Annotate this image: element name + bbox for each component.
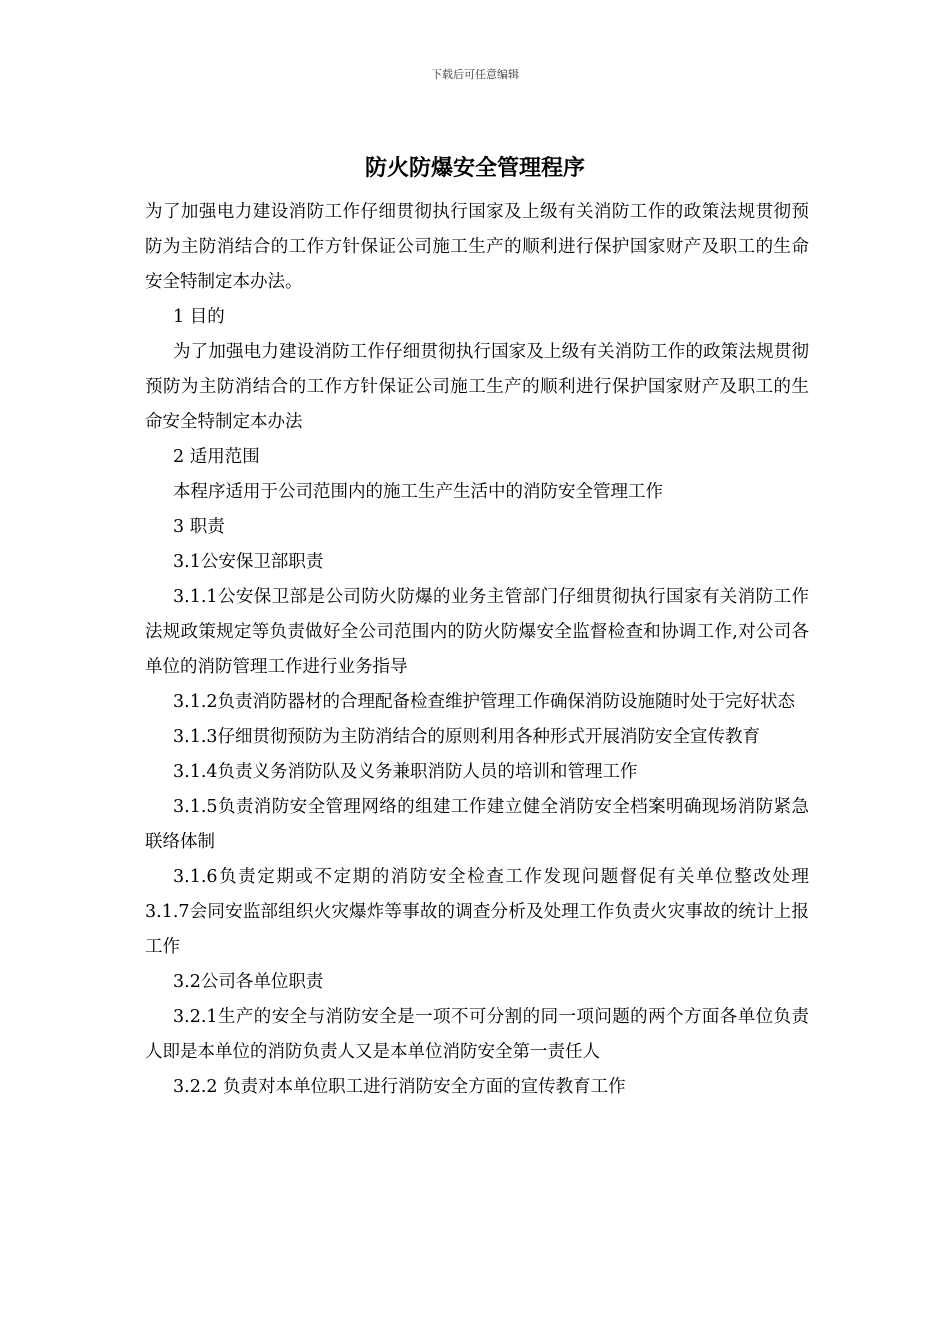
document-body [145,195,809,1105]
scope-paragraph: 本程序适用于公司范围内的施工生产生活中的消防安全管理工作 [173,482,663,502]
intro-paragraph: 为了加强电力建设消防工作仔细贯彻执行国家及上级有关消防工作的政策法规贯彻预防为主防消结合的工作方针保证公司施工生产的顺利进行保护国家财产及职工的生命安全特制定本办法。 [145,202,809,292]
section-heading-duties: 3 职责 [173,517,225,537]
section-heading-purpose: 1 目的 [173,307,225,327]
clause-3-2-2: 3.2.2 负责对本单位职工进行消防安全方面的宣传教育工作 [173,1077,626,1097]
clause-3-2-1: 3.2.1生产的安全与消防安全是一项不可分割的同一项问题的两个方面各单位负责人即是本单位的消防负责人又是本单位消防安全第一责任人 [145,1007,809,1062]
header-note: 下载后可任意编辑 [431,68,519,81]
subsection-heading-units: 3.2公司各单位职责 [173,972,324,992]
clause-3-1-3: 3.1.3仔细贯彻预防为主防消结合的原则利用各种形式开展消防安全宣传教育 [173,727,761,747]
clause-3-1-5: 3.1.5负责消防安全管理网络的组建工作建立健全消防安全档案明确现场消防紧急联络体制 [145,797,809,852]
clause-3-1-4: 3.1.4负责义务消防队及义务兼职消防人员的培训和管理工作 [173,762,638,782]
purpose-paragraph: 为了加强电力建设消防工作仔细贯彻执行国家及上级有关消防工作的政策法规贯彻预防为主防消结合的工作方针保证公司施工生产的顺利进行保护国家财产及职工的生命安全特制定本办法 [145,342,809,432]
section-heading-scope: 2 适用范围 [173,447,260,467]
clause-3-1-1: 3.1.1公安保卫部是公司防火防爆的业务主管部门仔细贯彻执行国家有关消防工作法规政策规定等负责做好全公司范围内的防火防爆安全监督检查和协调工作,对公司各单位的消防管理工作进行业务指导 [145,587,809,677]
document-title: 防火防爆安全管理程序 [364,155,585,181]
clause-3-1-6: 3.1.6负责定期或不定期的消防安全检查工作发现问题督促有关单位整改处理 3.1.7会同安监部组织火灾爆炸等事故的调查分析及处理工作负责火灾事故的统计上报工作 [145,867,809,957]
clause-3-1-2: 3.1.2负责消防器材的合理配备检查维护管理工作确保消防设施随时处于完好状态 [173,692,796,712]
subsection-heading-security-dept: 3.1公安保卫部职责 [173,552,324,572]
